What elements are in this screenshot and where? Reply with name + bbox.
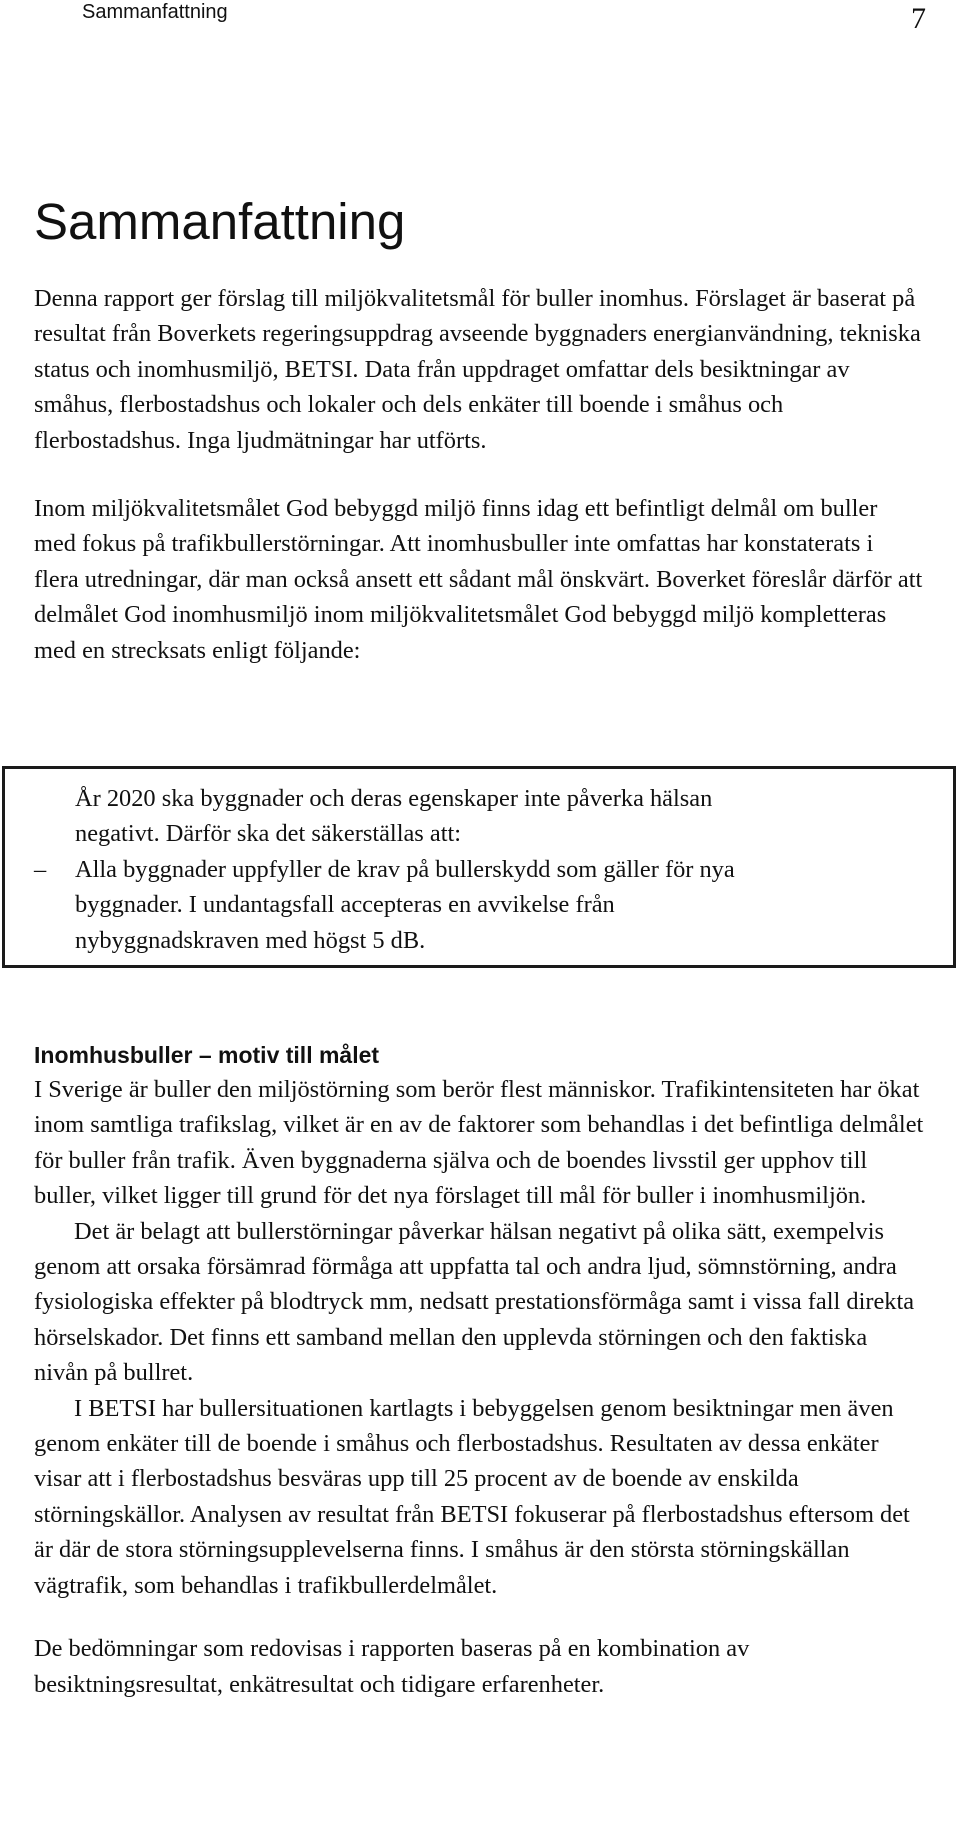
goal-intro: År 2020 ska byggnader och deras egenskaper inte påverka hälsan negativt. Därför ska det säkerställas att: xyxy=(75,785,713,848)
running-header xyxy=(34,0,926,40)
summary-paragraph-2: Inom miljökvalitetsmålet God bebyggd miljö finns idag ett befintligt delmål om buller med fokus på trafikbullerstörningar. Att inomhusbuller inte omfattas har konstaterats i flera utredningar, där man också ansett ett sådant mål önskvärt. Boverket föreslår därför att delmålet God inomhusmiljö inom miljökvalitetsmålet God bebyggd miljö kompletteras med en strecksats enligt följande: xyxy=(34,495,923,664)
page-title: Sammanfattning xyxy=(34,193,406,250)
dash-bullet: – xyxy=(34,856,47,883)
summary-main xyxy=(34,190,924,668)
motivation-section xyxy=(34,1040,924,1702)
goal-item xyxy=(34,852,775,958)
section-paragraph-3: I BETSI har bullersituationen kartlagts i bebyggelsen genom besiktningar men även genom enkäter till de boende i småhus och flerbostadshus. Resultaten av dessa enkäter visar att i flerbostadshus besväras upp till 25 procent av de boende av enskilda störningskällor. Analysen av resultat från BETSI fokuserar på flerbostadshus eftersom det är där de stora störningsupplevelserna finns. I småhus är den största störningskällan vägtrafik, som behandlas i trafikbullerdelmålet. xyxy=(34,1394,910,1599)
page-number: 7 xyxy=(911,2,926,35)
section-paragraph-2: Det är belagt att bullerstörningar påverkar hälsan negativt på olika sätt, exempelvis genom att orsaka försämrad förmåga att uppfatta tal och andra ljud, sömnstörning, andra fysiologiska effekter på blodtryck mm, nedsatt prestationsförmåga samt i vissa fall direkta hörselskador. Det finns ett samband mellan den upplevda störningen och den faktiska nivån på bullret. xyxy=(34,1217,915,1387)
goal-item-text: Alla byggnader uppfyller de krav på bullerskydd som gäller för nya byggnader. I undantagsfall accepteras en avvikelse från nybyggnadskraven med högst 5 dB. xyxy=(75,856,735,954)
running-title: Sammanfattning xyxy=(82,1,228,23)
summary-paragraph-1: Denna rapport ger förslag till miljökvalitetsmål för buller inomhus. Förslaget är baserat på resultat från Boverkets regeringsuppdrag avseende byggnaders energianvändning, tekniska status och inomhusmiljö, BETSI. Data från uppdraget omfattar dels besiktningar av småhus, flerbostadshus och lokaler och dels enkäter till boende i småhus och flerbostadshus. Inga ljudmätningar har utförts. xyxy=(34,285,921,454)
proposed-goal-box xyxy=(2,766,956,968)
section-heading: Inomhusbuller – motiv till målet xyxy=(34,1042,380,1068)
closing-paragraph: De bedömningar som redovisas i rapporten baseras på en kombination av besiktningsresultat, enkätresultat och tidigare erfarenheter. xyxy=(34,1635,750,1698)
section-paragraph-1: I Sverige är buller den miljöstörning som berör flest människor. Trafikintensiteten har ökat inom samtliga trafikslag, vilket är en av de faktorer som behandlas i det befintliga delmålet för buller från trafik. Även byggnaderna själva och de boendes livsstil ger upphov till buller, vilket ligger till grund för det nya förslaget till mål för buller i inomhusmiljön. xyxy=(34,1076,924,1210)
